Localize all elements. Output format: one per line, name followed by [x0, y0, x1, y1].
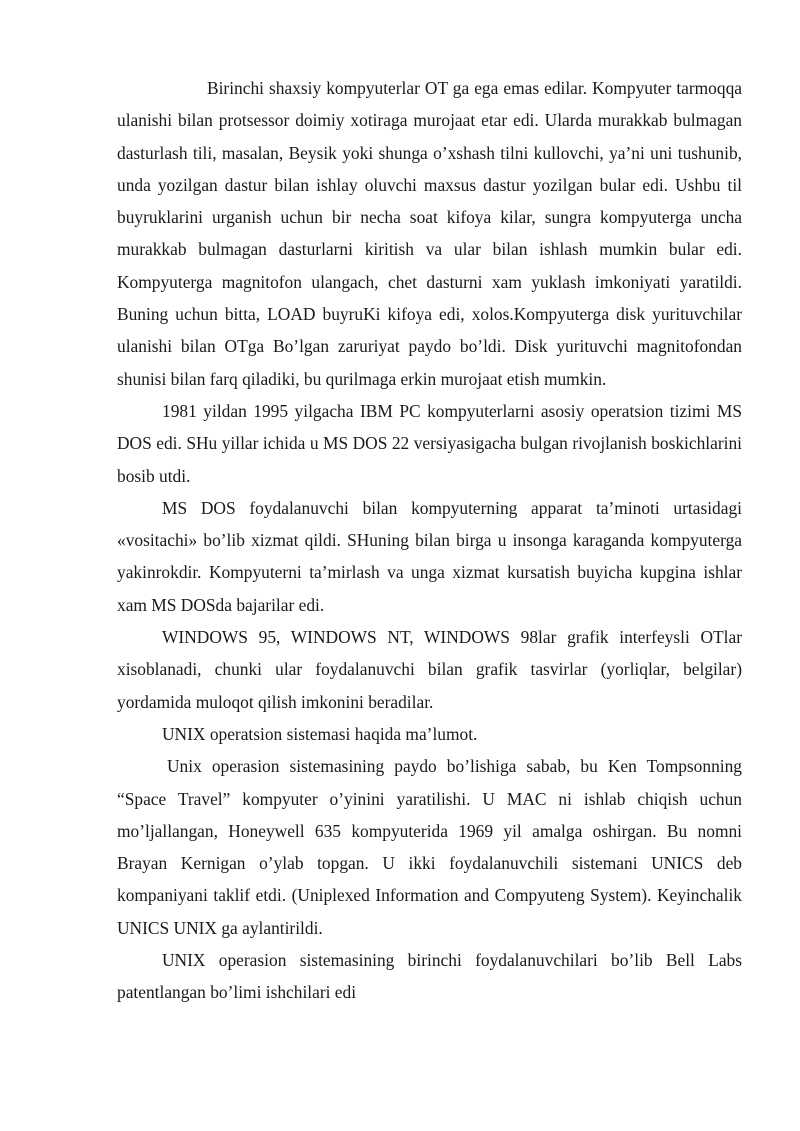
paragraph-unix-origin: Unix operasion sistemasining paydo bo’lishiga sabab, bu Ken Tompsonning “Space Travel” kompyuter o’yinini yaratilishi. U MAC ni ishlab chiqish uchun mo’ljallangan, Honeywell 635 kompyuterida 1969 yil amalga oshirgan. Bu nomni Brayan Kernigan o’ylab topgan. U ikki foydalanuvchili sistemani UNICS deb kompaniyani taklif etdi. (Uniplexed Information and Compyuteng System). Keyinchalik UNICS UNIX ga aylantirildi.	[117, 756, 742, 938]
paragraph-first-pcs: Birinchi shaxsiy kompyuterlar OT ga ega emas edilar. Kompyuter tarmoqqa ulanishi bilan protsessor doimiy xotiraga murojaat etar edi. Ularda murakkab bulmagan dasturlash tili, masalan, Beysik yoki shunga o’xshash tilni kullovchi, ya’ni uni tushunib, unda yozilgan dastur bilan ishlay oluvchi maxsus dastur yozilgan bular edi. Ushbu til buyruklarini urganish uchun bir necha soat kifoya kilar, sungra kompyuterga uncha murakkab bulmagan dasturlarni kiritish va ular bilan ishlash mumkin bular edi. Kompyuterga magnitofon ulangach, chet dasturni xam yuklash imkoniyati yaratildi. Buning uchun bitta, LOAD buyruKi kifoya edi, xolos.Kompyuterga disk yurituvchilar ulanishi bilan OTga Bo’lgan zaruriyat paydo bo’ldi. Disk yurituvchi magnitofondan shunisi bilan farq qiladiki, bu qurilmaga erkin murojaat etish mumkin.	[117, 78, 742, 389]
document-page	[117, 72, 742, 1009]
paragraph-unix-heading: UNIX operatsion sistemasi haqida ma’lumot.	[162, 723, 478, 744]
paragraph-ms-dos-history: 1981 yildan 1995 yilgacha IBM PC kompyuterlarni asosiy operatsion tizimi MS DOS edi. SHu yillar ichida u MS DOS 22 versiyasigacha bulgan rivojlanish boskichlarini bosib utdi.	[117, 400, 742, 486]
paragraph-ms-dos-role: MS DOS foydalanuvchi bilan kompyuterning apparat ta’minoti urtasidagi «vositachi» bo’lib xizmat qildi. SHuning bilan birga u insonga karaganda kompyuterga yakinrokdir. Kompyuterni ta’mirlash va unga xizmat kursatish buyicha kupgina ishlar xam MS DOSda bajarilar edi.	[117, 497, 742, 615]
paragraph-unix-users: UNIX operasion sistemasining birinchi foydalanuvchilari bo’lib Bell Labs patentlangan bo’limi ishchilari edi	[117, 950, 742, 1003]
paragraph-windows: WINDOWS 95, WINDOWS NT, WINDOWS 98lar grafik interfeysli OTlar xisoblanadi, chunki ular foydalanuvchi bilan grafik tasvirlar (yorliqlar, belgilar) yordamida muloqot qilish imkonini beradilar.	[117, 627, 742, 712]
